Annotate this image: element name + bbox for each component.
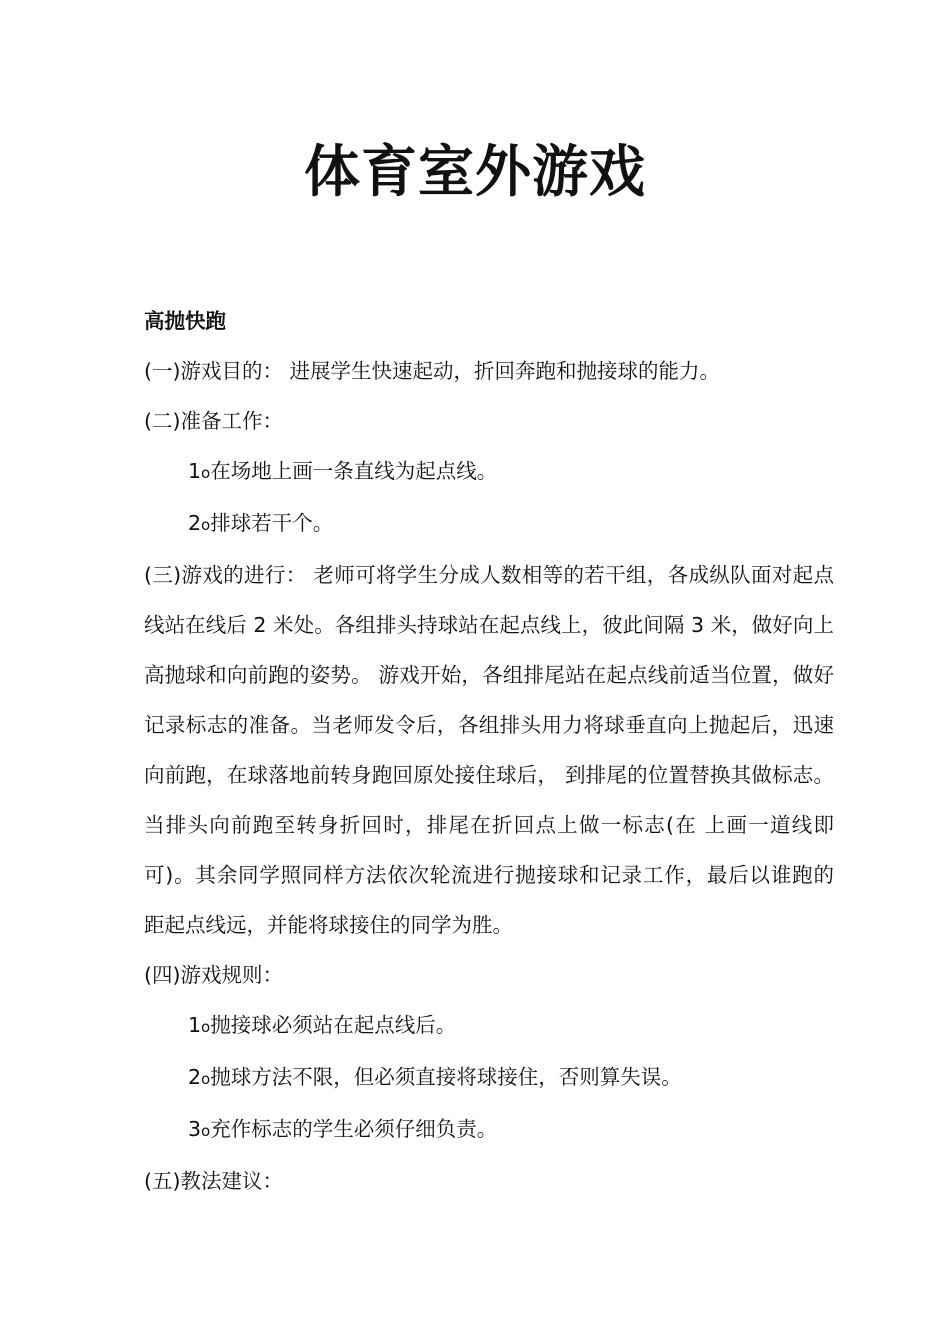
rules-item: 1o抛接球必须站在起点线后。 <box>188 1013 457 1037</box>
rules-item: 2o抛球方法不限，但必须直接将球接住，否则算失误。 <box>188 1065 682 1089</box>
preparation-heading: (二)准备工作： <box>144 409 283 433</box>
preparation-item: 1o在场地上画一条直线为起点线。 <box>188 459 498 483</box>
section-title: 高抛快跑 <box>144 309 226 333</box>
preparation-item: 2o排球若干个。 <box>188 511 334 535</box>
purpose-paragraph: (一)游戏目的： 进展学生快速起动，折回奔跑和抛接球的能力。 <box>144 359 721 383</box>
document-title: 体育室外游戏 <box>304 140 646 205</box>
document-body <box>144 296 834 1206</box>
teaching-heading: (五)教法建议： <box>144 1169 283 1193</box>
rules-item: 3o充作标志的学生必须仔细负责。 <box>188 1117 498 1141</box>
rules-heading: (四)游戏规则： <box>144 963 283 987</box>
procedure-paragraph: (三)游戏的进行： 老师可将学生分成人数相等的若干组，各成纵队面对起点线站在线后 2 米处。各组排头持球站在起点线上，彼此间隔 3 米，做好向上高抛球和向前跑的姿势。 游戏开始，各组排尾站在起点线前适当位置，做好记录标志的准备。当老师发令后，各组排头用力将球垂直向上抛起后，迅速向前跑，在球落地前转身跑回原处接住球后， 到排尾的位置替换其做标志。当排头向前跑至转身折回时，排尾在折回点上做一标志(在 上画一道线即可)。其余同学照同样方法依次轮流进行抛接球和记录工作，最后以谁跑的 距起点线远，并能将球接住的同学为胜。 <box>144 563 834 937</box>
